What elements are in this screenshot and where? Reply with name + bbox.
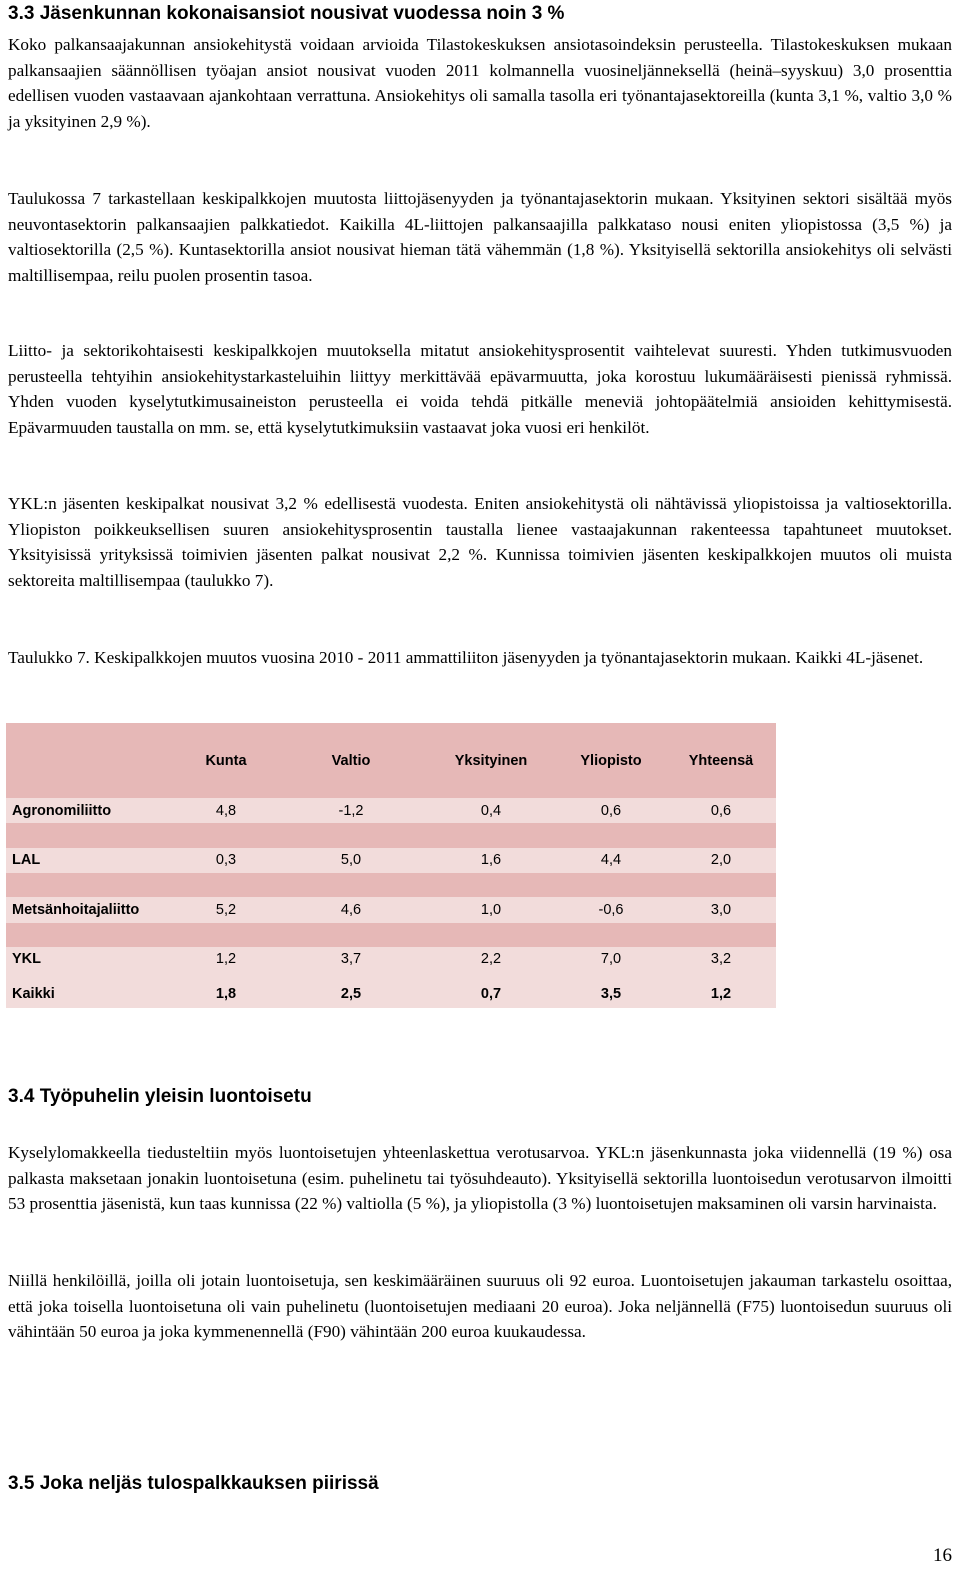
table-cell: 7,0 — [600, 950, 622, 967]
table-cell: 3,2 — [710, 950, 732, 967]
section-3-4-paragraph-2: Niillä henkilöillä, joilla oli jotain luontoisetuja, sen keskimääräinen suuruus oli 92 euroa. Luontoisetujen jakauman tarkastelu osoittaa, että joka toisella luontoisetuna oli vain puhelinetu (luontoisetujen mediaani 20 euroa). Joka neljännellä (F75) luontoisedun suuruus oli vähintään 50 euroa ja joka kymmenennellä (F90) vähintään 200 euroa kuukaudessa. — [8, 1271, 952, 1342]
table-cell: 0,4 — [480, 802, 502, 819]
row-label: Metsänhoitajaliitto — [12, 901, 140, 918]
col-header-kunta: Kunta — [205, 753, 247, 769]
section-3-3-heading: 3.3 Jäsenkunnan kokonaisansiot nousivat vuodessa noin 3 % — [8, 3, 565, 24]
table-7 — [6, 723, 776, 1008]
table-cell: 0,3 — [215, 851, 237, 868]
table-cell: 3,5 — [600, 985, 622, 1002]
col-header-yliopisto: Yliopisto — [580, 753, 642, 769]
section-3-3-paragraph-3: Liitto- ja sektorikohtaisesti keskipalkkojen muutoksella mitatut ansiokehitysprosentit vaihtelevat suuresti. Yhden tutkimusvuoden perusteella tehtyihin ansiokehitystarkasteluihin liittyy merkittävää epävarmuutta, joka korostuu lukumääräisesti pienissä ryhmissä. Yhden vuoden kyselytutkimusaineiston perusteella ei voida tehdä pitkälle meneviä johtopäätelmiä ansioiden kehittymisestä. Epävarmuuden taustalla on mm. se, että kyselytutkimuksiin vastaavat joka vuosi eri henkilöt. — [8, 341, 952, 437]
section-3-4-paragraph-1: Kyselylomakkeella tiedusteltiin myös luontoisetujen yhteenlaskettua verotusarvoa. YKL:n jäsenkunnasta joka viidennellä (19 %) osa palkasta maksetaan jonakin luontoisetuna (esim. puhelinetu tai työsuhdeauto). Yksityisellä sektorilla luontoisedun verotusarvon ilmoitti 53 prosenttia jäsenistä, kun taas kunnissa (22 %) valtiolla (5 %), ja yliopistolla (3 %) luontoisetujen maksaminen oli varsin harvinaista. — [8, 1143, 952, 1214]
table-cell: 1,2 — [710, 985, 732, 1002]
table-cell: 0,7 — [480, 985, 502, 1002]
col-header-valtio: Valtio — [331, 753, 371, 769]
table-cell: 1,8 — [215, 985, 237, 1002]
table-row — [6, 946, 776, 971]
col-header-yksityinen: Yksityinen — [454, 753, 528, 769]
table-cell: -0,6 — [598, 901, 624, 918]
table-cell: 0,6 — [710, 802, 732, 819]
table-cell: 1,2 — [215, 950, 237, 967]
section-3-3-paragraph-4: YKL:n jäsenten keskipalkat nousivat 3,2 % edellisestä vuodesta. Eniten ansiokehitystä oli nähtävissä yliopistoissa ja valtiosektorilla. Yliopiston poikkeuksellisen suuren ansiokehitysprosentin taustalla lienee vastaajakunnan rakenteessa tapahtuneet muutokset. Yksityisissä yrityksissä toimivien jäsenten palkat nousivat 2,2 %. Kunnissa toimivien jäsenten keskipalkkojen muutos oli muista sektoreita maltillisempaa (taulukko 7). — [8, 494, 952, 590]
table-cell: 3,0 — [710, 901, 732, 918]
table-row — [6, 798, 776, 823]
table-cell: 2,0 — [710, 851, 732, 868]
row-label: LAL — [12, 851, 41, 868]
table-cell: 4,4 — [600, 851, 622, 868]
row-label: Agronomiliitto — [12, 802, 112, 819]
table-row — [6, 847, 776, 872]
row-label: YKL — [12, 950, 41, 967]
section-3-5-heading: 3.5 Joka neljäs tulospalkkauksen piirissä — [8, 1473, 379, 1494]
section-3-3-paragraph-1: Koko palkansaajakunnan ansiokehitystä voidaan arvioida Tilastokeskuksen ansiotasoindeksin perusteella. Tilastokeskuksen mukaan palkansaajien säännöllisen työajan ansiot nousivat vuoden 2011 kolmannella vuosineljänneksellä (heinä–syyskuu) 3,0 prosenttia edellisen vuoden vastaavaan ajankohtaan verrattuna. Ansiokehitys oli samalla tasolla eri työnantajasektoreilla (kunta 3,1 %, valtio 3,0 % ja yksityinen 2,9 %). — [8, 35, 952, 131]
col-header-yhteensa: Yhteensä — [688, 753, 754, 769]
table-cell: 2,2 — [480, 950, 502, 967]
section-3-4-heading: 3.4 Työpuhelin yleisin luontoisetu — [8, 1086, 312, 1107]
table-cell: 3,7 — [340, 950, 362, 967]
table-7-caption: Taulukko 7. Keskipalkkojen muutos vuosina 2010 - 2011 ammattiliiton jäsenyyden ja työnantajasektorin mukaan. Kaikki 4L-jäsenet. — [8, 648, 924, 667]
table-row — [6, 897, 776, 922]
table-row-total — [6, 981, 776, 1006]
table-cell: 0,6 — [600, 802, 622, 819]
table-cell: 5,0 — [340, 851, 362, 868]
table-cell: -1,2 — [338, 802, 364, 819]
table-cell: 1,6 — [480, 851, 502, 868]
table-header-row — [6, 723, 776, 798]
table-cell: 5,2 — [215, 901, 237, 918]
page-number: 16 — [933, 1545, 952, 1566]
table-cell: 1,0 — [480, 901, 502, 918]
section-3-3-paragraph-2: Taulukossa 7 tarkastellaan keskipalkkojen muutosta liittojäsenyyden ja työnantajasektorin mukaan. Yksityinen sektori sisältää myös neuvontasektorin palkansaajien palkkatiedot. Kaikilla 4L-liittojen palkansaajilla palkkataso nousi eniten yliopistossa (3,5 %) ja valtiosektorilla (2,5 %). Kuntasektorilla ansiot nousivat hieman tätä vähemmän (1,8 %). Yksityisellä sektorilla ansiokehitys oli selvästi maltillisempaa, reilu puolen prosentin tasoa. — [8, 189, 952, 285]
table-cell: 2,5 — [340, 985, 362, 1002]
table-cell: 4,6 — [340, 901, 362, 918]
table-cell: 4,8 — [215, 802, 237, 819]
row-label: Kaikki — [12, 985, 55, 1002]
